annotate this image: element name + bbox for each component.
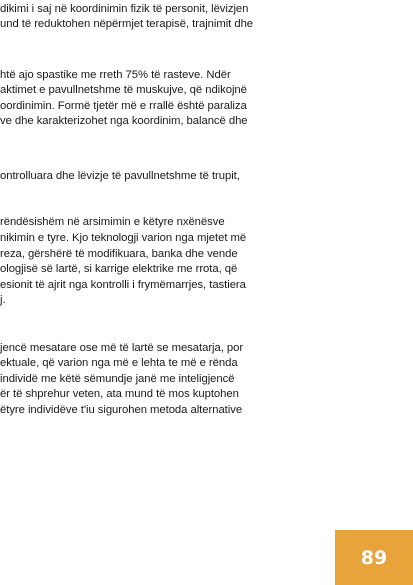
text-line: und të reduktohen nëpërmjet terapisë, trajnimit dhe [0,18,254,30]
text-line: nikimin e tyre. Kjo teknologji varion nga mjetet më [0,232,247,244]
text-line: individë me këtë sëmundje janë me inteligjencë [0,373,235,385]
text-line: ologjisë së lartë, si karrige elektrike me rrota, që [0,263,238,275]
text-line: j. [0,294,6,306]
text-line: ër të shprehur veten, ata mund të mos kuptohen [0,388,239,400]
text-line: ve dhe karakterizohet nga koordinim, balancë dhe [0,115,248,127]
page-number-badge [335,530,413,585]
text-line: htë ajo spastike me rreth 75% të rasteve. Ndër [0,69,231,81]
page-number: 89 [360,546,388,569]
text-line: reza, gërshërë të modifikuara, banka dhe vende [0,248,238,260]
text-line: rëndësishëm në arsimimin e këtyre nxënësve [0,216,225,228]
text-line: ektuale, që varion nga më e lehta te më e rënda [0,357,238,369]
text-line: ëtyre individëve t'iu sigurohen metoda alternative [0,404,243,416]
text-line: esionit të ajrit nga kontrolli i frymëmarrjes, tastiera [0,279,246,291]
text-line: dikimi i saj në koordinimin fizik të personit, lëvizjen [0,3,249,15]
text-line: oordinimin. Formë tjetër më e rrallë është paraliza [0,100,247,112]
text-line: ontrolluara dhe lëvizje të pavullnetshme të trupit, [0,170,240,182]
text-line: aktimet e pavullnetshme të muskujve, që ndikojnë [0,84,247,96]
text-line: jencë mesatare ose më të lartë se mesatarja, por [0,342,244,354]
